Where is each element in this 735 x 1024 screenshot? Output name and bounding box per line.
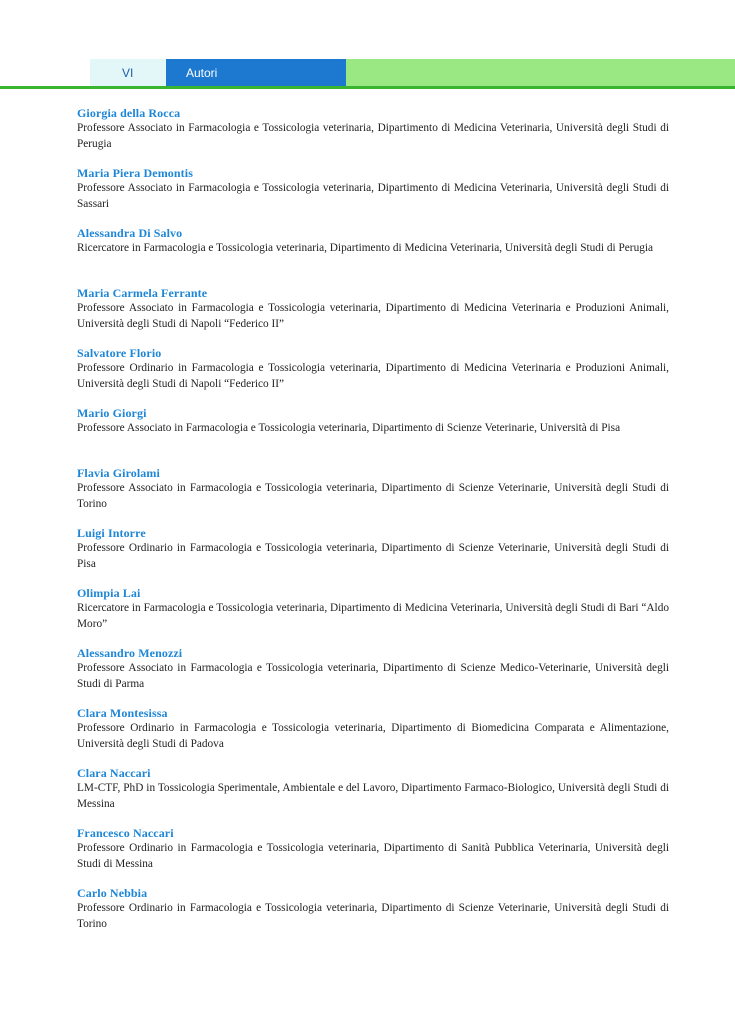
author-name: Salvatore Florio [77,346,162,360]
author-name: Carlo Nebbia [77,886,148,900]
author-affiliation: Professore Ordinario in Farmacologia e Tossicologia veterinaria, Dipartimento di Scienze Veterinarie, Università degli Studi di Torino [77,902,669,930]
author-affiliation: Professore Ordinario in Farmacologia e Tossicologia veterinaria, Dipartimento di Biomedicina Comparata e Alimentazione, Università degli Studi di Padova [77,722,669,750]
author-list [77,106,669,946]
author-name: Luigi Intorre [77,526,146,540]
author-affiliation: Professore Associato in Farmacologia e Tossicologia veterinaria, Dipartimento di Scienze Veterinarie, Università degli Studi di Torino [77,482,669,510]
author-name: Clara Montesissa [77,706,168,720]
author-name: Mario Giorgi [77,406,147,420]
author-entry [77,526,669,586]
author-entry [77,286,669,346]
author-affiliation: Professore Associato in Farmacologia e Tossicologia veterinaria, Dipartimento di Scienze Veterinarie, Università di Pisa [77,422,621,434]
header-rule [0,86,735,89]
author-affiliation: LM-CTF, PhD in Tossicologia Sperimentale, Ambientale e del Lavoro, Dipartimento Farmaco-Biologico, Università degli Studi di Messina [77,782,669,810]
author-affiliation: Professore Associato in Farmacologia e Tossicologia veterinaria, Dipartimento di Medicina Veterinaria e Produzioni Animali, Università degli Studi di Napoli “Federico II” [77,302,669,330]
author-affiliation: Professore Ordinario in Farmacologia e Tossicologia veterinaria, Dipartimento di Scienze Veterinarie, Università degli Studi di Pisa [77,542,669,570]
author-name: Alessandra Di Salvo [77,226,183,240]
author-entry [77,406,669,466]
section-title: Autori [166,59,346,88]
author-entry [77,646,669,706]
author-affiliation: Professore Ordinario in Farmacologia e Tossicologia veterinaria, Dipartimento di Sanità Pubblica Veterinaria, Università degli Studi di Messina [77,842,669,870]
author-name: Clara Naccari [77,766,151,780]
author-entry [77,706,669,766]
author-affiliation: Professore Ordinario in Farmacologia e Tossicologia veterinaria, Dipartimento di Medicina Veterinaria e Produzioni Animali, Università degli Studi di Napoli “Federico II” [77,362,669,390]
author-entry [77,226,669,286]
author-affiliation: Professore Associato in Farmacologia e Tossicologia veterinaria, Dipartimento di Scienze Medico-Veterinarie, Università degli Studi di Parma [77,662,669,690]
author-name: Alessandro Menozzi [77,646,183,660]
author-entry [77,586,669,646]
author-affiliation: Ricercatore in Farmacologia e Tossicologia veterinaria, Dipartimento di Medicina Veterinaria, Università degli Studi di Bari “Aldo Moro” [77,602,669,630]
author-entry [77,166,669,226]
author-entry [77,346,669,406]
author-affiliation: Professore Associato in Farmacologia e Tossicologia veterinaria, Dipartimento di Medicina Veterinaria, Università degli Studi di Perugia [77,122,669,150]
author-name: Maria Piera Demontis [77,166,193,180]
author-affiliation: Ricercatore in Farmacologia e Tossicologia veterinaria, Dipartimento di Medicina Veterinaria, Università degli Studi di Perugia [77,242,654,254]
page-number: VI [90,59,166,88]
header-margin [0,59,90,88]
author-affiliation: Professore Associato in Farmacologia e Tossicologia veterinaria, Dipartimento di Medicina Veterinaria, Università degli Studi di Sassari [77,182,669,210]
header-band [346,59,735,88]
author-entry [77,466,669,526]
author-name: Olimpia Lai [77,586,141,600]
author-name: Maria Carmela Ferrante [77,286,208,300]
author-name: Francesco Naccari [77,826,174,840]
author-name: Giorgia della Rocca [77,106,181,120]
author-entry [77,886,669,946]
author-name: Flavia Girolami [77,466,160,480]
author-entry [77,106,669,166]
author-entry [77,826,669,886]
page-header [0,59,735,88]
author-entry [77,766,669,826]
